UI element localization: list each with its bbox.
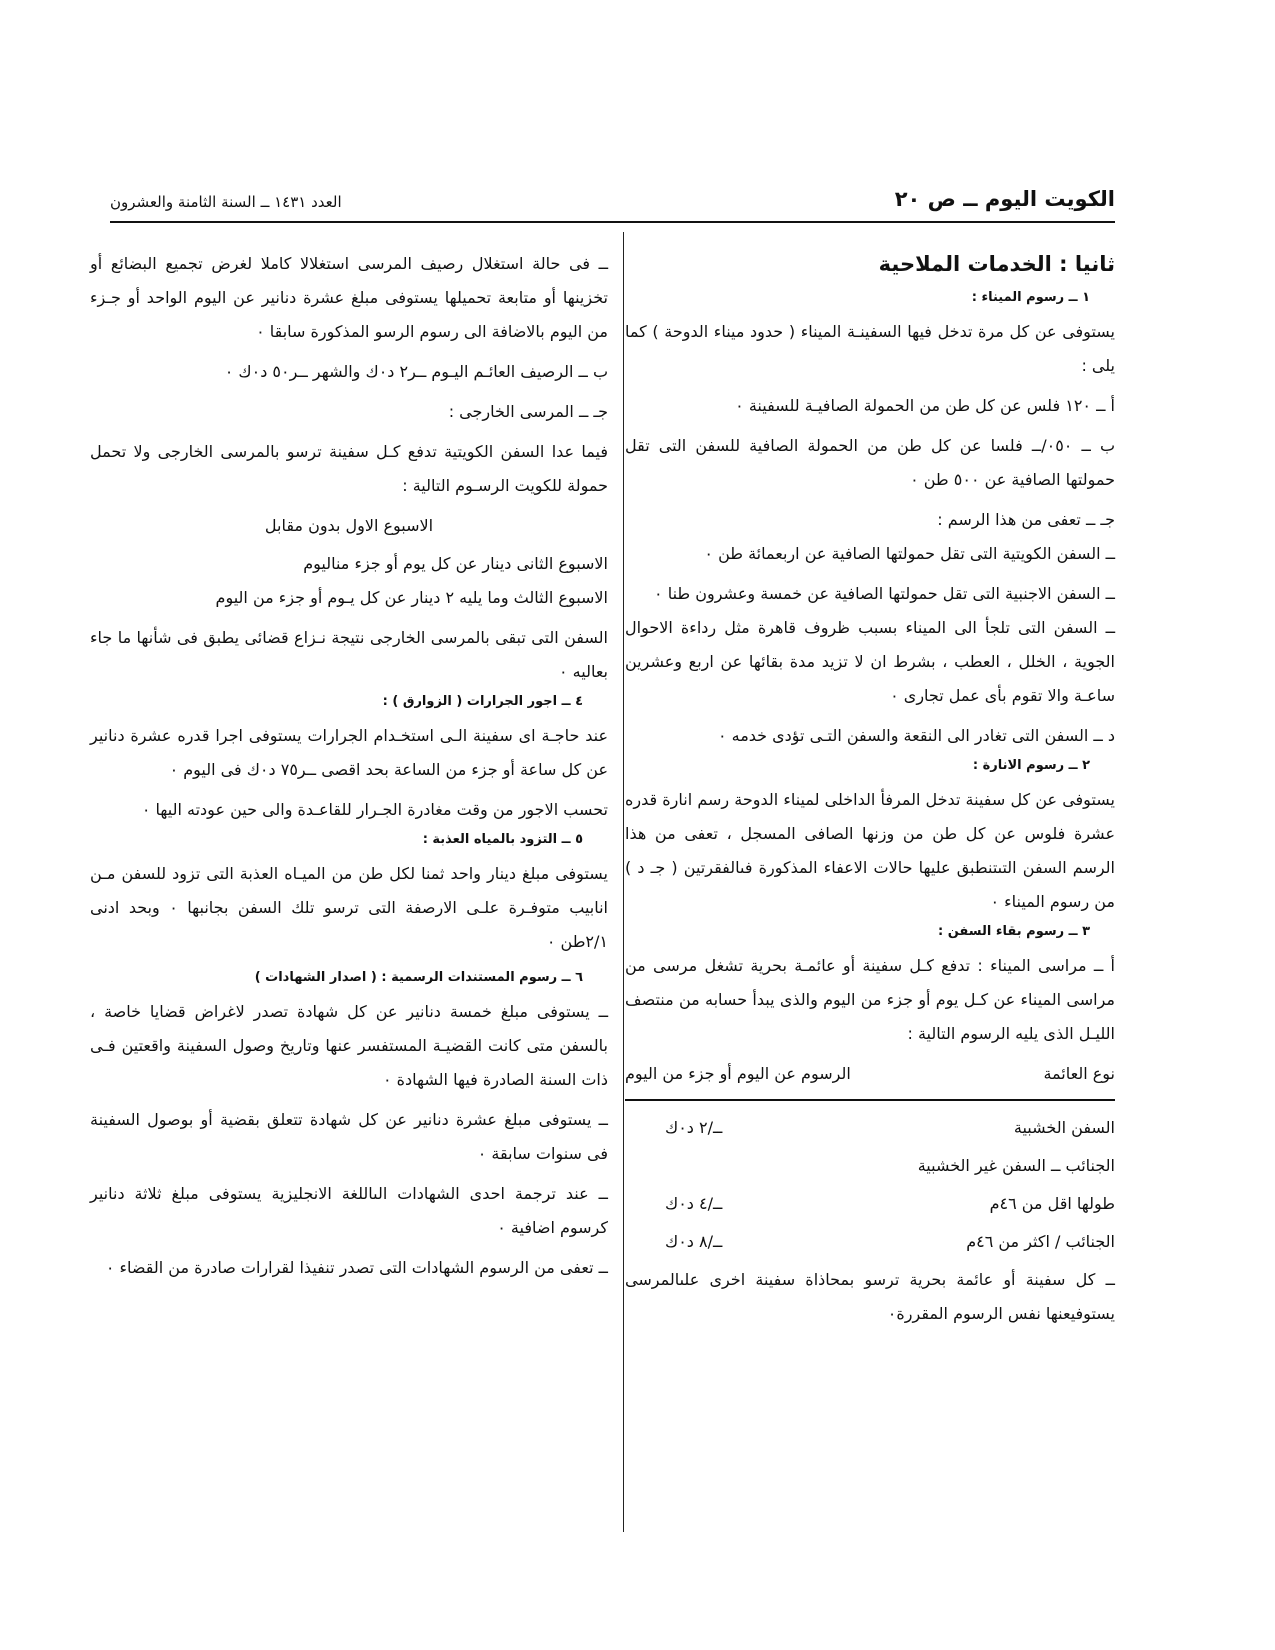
heading-port-fees: ١ ــ رسوم الميناء : bbox=[971, 290, 1090, 305]
paragraph: د ــ السفن التى تغادر الى النقعة والسفن التـى تؤدى خدمه ٠ bbox=[717, 726, 1115, 745]
table-row bbox=[625, 1147, 1115, 1185]
paragraph: ــ السفن الكويتية التى تقل حمولتها الصافية عن اربعمائة طن ٠ bbox=[704, 544, 1115, 563]
table-header bbox=[625, 1057, 1115, 1101]
paragraph: أ ــ ١٢٠ فلس عن كل طن من الحمولة الصافيـة للسفينة ٠ bbox=[735, 396, 1115, 415]
table-cell: السفن الخشبية bbox=[1013, 1118, 1115, 1137]
table-cell: طولها اقل من ٤٦م bbox=[989, 1194, 1115, 1213]
heading-official-documents: ٦ ــ رسوم المستندات الرسمية : ( اصدار الشهادات ) bbox=[254, 970, 583, 985]
table-row bbox=[625, 1185, 1115, 1223]
paragraph: ــ عند ترجمة احدى الشهادات الىاللغة الانجليزية يستوفى مبلغ ثلاثة دنانير كرسوم اضافية ٠ bbox=[90, 1184, 608, 1237]
table-cell: ــ/٤ د٠ك bbox=[665, 1194, 723, 1213]
paragraph: يستوفى مبلغ دينار واحد ثمنا لكل طن من الميـاه العذبة التى تزود للسفن مـن انابيب متوفـرة علـى الارصفة التى ترسو تلك السفن بجانبها ٠ وبحد ادنى ٢/١طن ٠ bbox=[90, 864, 609, 951]
left-column bbox=[90, 247, 608, 1285]
paragraph: عند حاجـة اى سفينة الـى استخـدام الجرارات يستوفى اجرا قدره عشرة دنانير عن كل ساعة أو جزء من الساعة بحد اقصى ــر٧٥ د٠ك فى اليوم ٠ bbox=[90, 726, 608, 779]
table-row bbox=[625, 1223, 1115, 1261]
table-cell: ــ/٨ د٠ك bbox=[665, 1232, 723, 1251]
paragraph: ب ــ الرصيف العائـم اليـوم ــر٢ د٠ك والشهر ــر٥٠ د٠ك ٠ bbox=[224, 362, 608, 381]
heading-ship-stay-fees: ٣ ــ رسوم بقاء السفن : bbox=[938, 924, 1090, 939]
table-cell: الجنائب ــ السفن غير الخشبية bbox=[917, 1156, 1115, 1175]
gazette-title-page-number: الكويت اليوم ــ ص ٢٠ bbox=[894, 187, 1115, 211]
paragraph: ــ السفن التى تلجأ الى الميناء بسبب ظروف قاهرة مثل رداءة الاحوال الجوية ، الخلل ، العطب ، بشرط ان لا تزيد مدة بقائها عن اربع وعشرين ساعـة والا تقوم بأى عمل تجارى ٠ bbox=[625, 618, 1115, 705]
heading-lighting-fees: ٢ ــ رسوم الانارة : bbox=[972, 758, 1090, 773]
paragraph: ــ تعفى من الرسوم الشهادات التى تصدر تنفيذا لقرارات صادرة من القضاء ٠ bbox=[105, 1258, 608, 1277]
paragraph: ــ السفن الاجنبية التى تقل حمولتها الصافية عن خمسة وعشرون طنا ٠ bbox=[654, 584, 1115, 603]
paragraph: الاسبوع الاول بدون مقابل bbox=[264, 516, 434, 535]
paragraph: فيما عدا السفن الكويتية تدفع كـل سفينة ترسو بالمرسى الخارجى ولا تحمل حمولة للكويت الرسـوم التالية : bbox=[90, 442, 608, 495]
table-cell: ــ/٢ د٠ك bbox=[665, 1118, 723, 1137]
paragraph: ــ فى حالة استغلال رصيف المرسى استغلالا كاملا لغرض تجميع البضائع أو تخزينها أو متابعة تحميلها يستوفى مبلغ عشرة دنانير عن اليوم الواحد أو جـزء من اليوم بالاضافة الى رسوم الرسو المذكورة سابقا ٠ bbox=[90, 254, 608, 341]
heading-tug-fees: ٤ ــ اجور الجرارات ( الزوارق ) : bbox=[382, 694, 583, 709]
paragraph: تحسب الاجور من وقت مغادرة الجـرار للقاعـدة والى حين عودته اليها ٠ bbox=[141, 800, 608, 819]
paragraph: الاسبوع الثانى دينار عن كل يوم أو جزء مناليوم bbox=[303, 554, 608, 573]
column-header-vessel-type: نوع العائمة bbox=[1043, 1064, 1115, 1083]
page-header bbox=[110, 183, 1115, 223]
paragraph: يستوفى عن كل مرة تدخل فيها السفينـة الميناء ( حدود ميناء الدوحة ) كما يلى : bbox=[625, 322, 1115, 375]
paragraph: أ ــ مراسى الميناء : تدفع كـل سفينة أو عائمـة بحرية تشغل مرسى من مراسى الميناء عن كـل يوم أو جزء من اليوم والذى يبدأ حسابه من منتصف الليـل الذى يليه الرسوم التالية : bbox=[625, 956, 1115, 1043]
paragraph: ــ يستوفى مبلغ عشرة دنانير عن كل شهادة تتعلق بقضية أو بوصول السفينة فى سنوات سابقة ٠ bbox=[90, 1110, 608, 1163]
issue-number-year: العدد ١٤٣١ ــ السنة الثامنة والعشرون bbox=[110, 193, 342, 211]
table-note: ــ كل سفينة أو عائمة بحرية ترسو بمحاذاة سفينة اخرى علىالمرسى يستوفيعنها نفس الرسوم المقررة٠ bbox=[625, 1270, 1115, 1323]
paragraph: ب ــ ٠٥٠/ــ فلسا عن كل طن من الحمولة الصافية للسفن التى تقل حمولتها الصافية عن ٥٠٠ طن ٠ bbox=[625, 436, 1116, 489]
column-header-fee: الرسوم عن اليوم أو جزء من اليوم bbox=[625, 1064, 851, 1083]
heading-fresh-water: ٥ ــ التزود بالمياه العذبة : bbox=[422, 832, 583, 847]
table-row bbox=[625, 1109, 1115, 1147]
column-divider bbox=[623, 232, 624, 1532]
paragraph: جـ ــ المرسى الخارجى : bbox=[448, 402, 608, 421]
right-column bbox=[625, 247, 1115, 1337]
section-title-maritime-services: ثانيا : الخدمات الملاحية bbox=[878, 252, 1115, 276]
fees-table bbox=[625, 1057, 1115, 1331]
paragraph: الاسبوع الثالث وما يليه ٢ دينار عن كل يـوم أو جزء من اليوم bbox=[215, 588, 608, 607]
table-cell: الجنائب / اكثر من ٤٦م bbox=[966, 1232, 1115, 1251]
paragraph: السفن التى تبقى بالمرسى الخارجى نتيجة نـزاع قضائى يطبق فى شأنها ما جاء بعاليه ٠ bbox=[90, 628, 608, 681]
paragraph: ــ يستوفى مبلغ خمسة دنانير عن كل شهادة تصدر لاغراض قضايا خاصة ، بالسفن متى كانت القضيـة المستفسر عنها وتاريخ وصول السفينة واقعتين فـى ذات السنة الصادرة فيها الشهادة ٠ bbox=[90, 1002, 608, 1089]
paragraph: جـ ــ تعفى من هذا الرسم : bbox=[937, 510, 1115, 529]
paragraph: يستوفى عن كل سفينة تدخل المرفأ الداخلى لميناء الدوحة رسم انارة قدره عشرة فلوس عن كل طن من وزنها الصافى المسجل ، تعفى من هذا الرسم السفن التىتنطبق عليها حالات الاعفاء المذكورة فىالفقرتين ( جـ د ) من رسوم الميناء ٠ bbox=[625, 790, 1115, 911]
